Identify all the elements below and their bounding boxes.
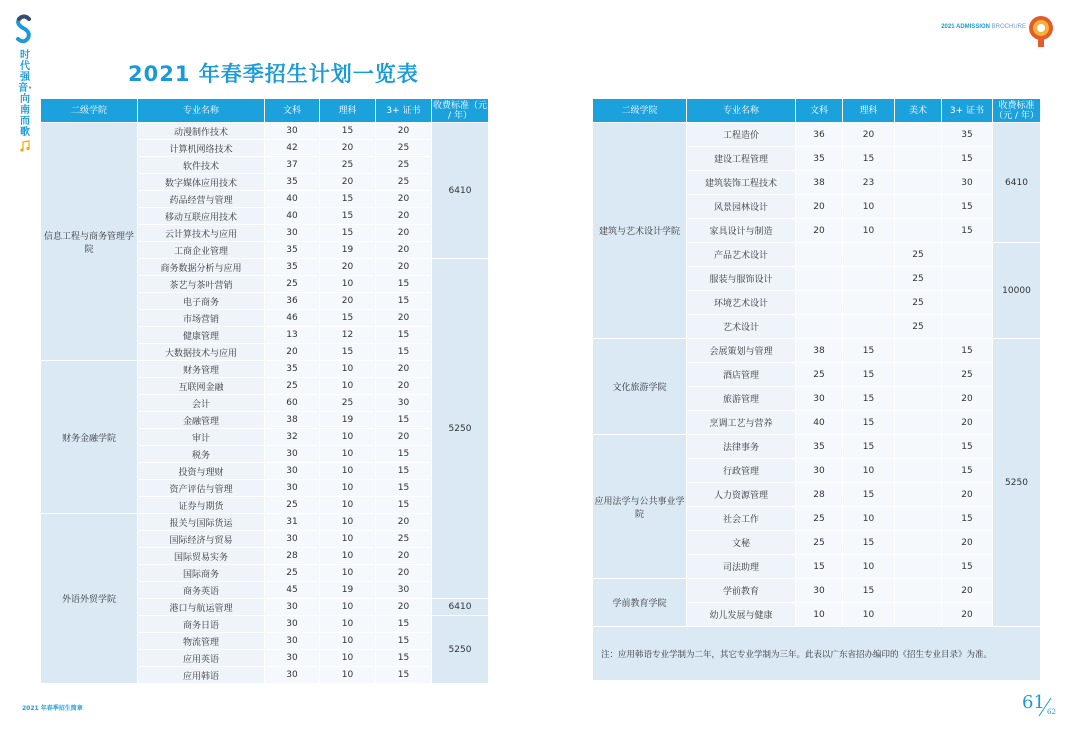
major-cell: 国际商务 <box>138 565 265 582</box>
certificate-cell: 25 <box>376 157 432 174</box>
certificate-cell: 20 <box>376 191 432 208</box>
major-cell: 服装与服饰设计 <box>687 267 796 291</box>
certificate-cell <box>942 243 993 267</box>
brochure-light: BROCHURE <box>991 24 1026 30</box>
fine-arts-cell <box>895 459 942 483</box>
major-cell: 软件技术 <box>138 157 265 174</box>
major-cell: 大数据技术与应用 <box>138 344 265 361</box>
science-cell: 20 <box>320 293 376 310</box>
science-cell <box>843 291 895 315</box>
major-cell: 药品经营与管理 <box>138 191 265 208</box>
major-cell: 人力资源管理 <box>687 483 796 507</box>
major-cell: 商务英语 <box>138 582 265 599</box>
fine-arts-cell: 25 <box>895 267 942 291</box>
arts-cell: 35 <box>265 361 320 378</box>
certificate-cell: 20 <box>376 548 432 565</box>
certificate-cell: 15 <box>942 219 993 243</box>
major-cell: 互联网金融 <box>138 378 265 395</box>
certificate-cell: 15 <box>942 555 993 579</box>
science-cell: 10 <box>843 555 895 579</box>
major-cell: 税务 <box>138 446 265 463</box>
arts-cell: 25 <box>265 497 320 514</box>
major-cell: 移动互联应用技术 <box>138 208 265 225</box>
fine-arts-cell <box>895 219 942 243</box>
certificate-cell: 20 <box>376 310 432 327</box>
fine-arts-cell <box>895 387 942 411</box>
science-cell: 15 <box>320 225 376 242</box>
certificate-cell: 15 <box>942 435 993 459</box>
major-cell: 数字媒体应用技术 <box>138 174 265 191</box>
science-cell: 10 <box>320 429 376 446</box>
major-cell: 社会工作 <box>687 507 796 531</box>
college-cell: 财务金融学院 <box>41 361 138 514</box>
science-cell: 15 <box>843 579 895 603</box>
arts-cell: 20 <box>796 195 843 219</box>
certificate-cell: 20 <box>942 531 993 555</box>
certificate-cell: 15 <box>376 650 432 667</box>
arts-cell: 30 <box>265 480 320 497</box>
certificate-cell: 15 <box>376 616 432 633</box>
science-cell: 15 <box>843 411 895 435</box>
fine-arts-cell <box>895 123 942 147</box>
table-row <box>593 579 1041 603</box>
fee-cell: 6410 <box>432 599 489 616</box>
science-cell: 20 <box>320 174 376 191</box>
emblem-icon <box>1026 14 1056 48</box>
science-cell: 10 <box>320 276 376 293</box>
vertical-slogan: 时代强音·向南而歌 <box>18 50 32 138</box>
science-cell: 25 <box>320 395 376 412</box>
major-cell: 司法助理 <box>687 555 796 579</box>
major-cell: 旅游管理 <box>687 387 796 411</box>
certificate-cell: 15 <box>376 480 432 497</box>
arts-cell: 38 <box>265 412 320 429</box>
left-enrollment-table <box>40 98 489 684</box>
science-cell <box>843 243 895 267</box>
arts-cell: 35 <box>796 435 843 459</box>
fee-cell: 6410 <box>432 123 489 259</box>
certificate-cell: 25 <box>376 140 432 157</box>
header-college: 二级学院 <box>41 99 138 123</box>
major-cell: 证券与期货 <box>138 497 265 514</box>
science-cell: 15 <box>320 344 376 361</box>
arts-cell: 30 <box>265 650 320 667</box>
college-cell: 文化旅游学院 <box>593 339 687 435</box>
certificate-cell: 20 <box>376 565 432 582</box>
certificate-cell: 15 <box>376 276 432 293</box>
college-cell: 信息工程与商务管理学院 <box>41 123 138 361</box>
certificate-cell: 25 <box>376 174 432 191</box>
arts-cell: 28 <box>265 548 320 565</box>
arts-cell: 30 <box>265 616 320 633</box>
arts-cell: 35 <box>265 259 320 276</box>
major-cell: 审计 <box>138 429 265 446</box>
science-cell: 10 <box>843 507 895 531</box>
college-cell: 建筑与艺术设计学院 <box>593 123 687 339</box>
certificate-cell: 15 <box>376 463 432 480</box>
brochure-header <box>941 24 1026 30</box>
arts-cell: 32 <box>265 429 320 446</box>
science-cell: 23 <box>843 171 895 195</box>
major-cell: 行政管理 <box>687 459 796 483</box>
fine-arts-cell <box>895 603 942 627</box>
fine-arts-cell: 25 <box>895 243 942 267</box>
college-cell: 学前教育学院 <box>593 579 687 627</box>
arts-cell: 10 <box>796 603 843 627</box>
science-cell: 10 <box>320 514 376 531</box>
table-row <box>41 361 489 378</box>
certificate-cell: 15 <box>376 327 432 344</box>
major-cell: 动漫制作技术 <box>138 123 265 140</box>
table-row <box>593 435 1041 459</box>
science-cell: 10 <box>320 650 376 667</box>
certificate-cell: 25 <box>942 363 993 387</box>
certificate-cell: 15 <box>376 446 432 463</box>
science-cell: 15 <box>843 483 895 507</box>
major-cell: 环境艺术设计 <box>687 291 796 315</box>
major-cell: 工程造价 <box>687 123 796 147</box>
arts-cell: 35 <box>265 174 320 191</box>
major-cell: 计算机网络技术 <box>138 140 265 157</box>
certificate-cell: 20 <box>942 411 993 435</box>
science-cell: 10 <box>320 599 376 616</box>
major-cell: 国际贸易实务 <box>138 548 265 565</box>
page-number-next: 62 <box>1047 708 1056 716</box>
major-cell: 风景园林设计 <box>687 195 796 219</box>
table-note: 注：应用韩语专业学制为二年，其它专业学制为三年。此表以广东省招办编印的《招生专业目录》为准。 <box>593 627 1041 681</box>
major-cell: 家具设计与制造 <box>687 219 796 243</box>
header-certificate: 3+ 证书 <box>942 99 993 123</box>
fine-arts-cell: 25 <box>895 315 942 339</box>
arts-cell: 30 <box>796 459 843 483</box>
certificate-cell: 15 <box>942 339 993 363</box>
fine-arts-cell: 25 <box>895 291 942 315</box>
science-cell: 10 <box>320 446 376 463</box>
science-cell: 10 <box>320 497 376 514</box>
science-cell: 19 <box>320 582 376 599</box>
table-row <box>41 123 489 140</box>
arts-cell: 35 <box>796 147 843 171</box>
science-cell: 15 <box>320 191 376 208</box>
certificate-cell: 15 <box>942 507 993 531</box>
arts-cell: 35 <box>265 242 320 259</box>
science-cell: 15 <box>843 147 895 171</box>
major-cell: 物流管理 <box>138 633 265 650</box>
note-row <box>593 627 1041 681</box>
arts-cell: 37 <box>265 157 320 174</box>
arts-cell: 25 <box>796 531 843 555</box>
science-cell: 20 <box>320 259 376 276</box>
table-row <box>593 123 1041 147</box>
major-cell: 金融管理 <box>138 412 265 429</box>
table-row <box>593 339 1041 363</box>
header-college: 二级学院 <box>593 99 687 123</box>
arts-cell: 30 <box>265 667 320 684</box>
header-certificate: 3+ 证书 <box>376 99 432 123</box>
header-fine-arts: 美术 <box>895 99 942 123</box>
certificate-cell: 20 <box>942 579 993 603</box>
header-science: 理科 <box>320 99 376 123</box>
certificate-cell: 20 <box>376 123 432 140</box>
science-cell: 15 <box>843 531 895 555</box>
fee-cell: 10000 <box>993 243 1041 339</box>
header-major: 专业名称 <box>138 99 265 123</box>
certificate-cell <box>942 291 993 315</box>
science-cell: 10 <box>320 361 376 378</box>
header-arts: 文科 <box>265 99 320 123</box>
fee-cell: 5250 <box>432 616 489 684</box>
arts-cell: 25 <box>265 565 320 582</box>
table-row <box>41 514 489 531</box>
arts-cell: 30 <box>796 387 843 411</box>
arts-cell: 30 <box>265 599 320 616</box>
page-number: 61 <box>1022 692 1045 713</box>
fine-arts-cell <box>895 483 942 507</box>
arts-cell: 36 <box>265 293 320 310</box>
science-cell: 10 <box>320 616 376 633</box>
arts-cell: 30 <box>265 446 320 463</box>
arts-cell: 30 <box>796 579 843 603</box>
science-cell: 15 <box>843 363 895 387</box>
fine-arts-cell <box>895 555 942 579</box>
major-cell: 工商企业管理 <box>138 242 265 259</box>
science-cell: 15 <box>843 339 895 363</box>
certificate-cell: 25 <box>376 531 432 548</box>
science-cell: 10 <box>843 195 895 219</box>
science-cell: 10 <box>843 459 895 483</box>
fine-arts-cell <box>895 411 942 435</box>
certificate-cell: 20 <box>376 225 432 242</box>
science-cell: 12 <box>320 327 376 344</box>
music-note-icon <box>19 140 31 152</box>
fee-cell: 5250 <box>993 339 1041 627</box>
arts-cell: 40 <box>265 191 320 208</box>
certificate-cell: 15 <box>376 633 432 650</box>
arts-cell: 31 <box>265 514 320 531</box>
science-cell: 10 <box>320 531 376 548</box>
arts-cell: 25 <box>265 378 320 395</box>
science-cell: 10 <box>320 480 376 497</box>
major-cell: 会计 <box>138 395 265 412</box>
science-cell: 15 <box>320 310 376 327</box>
arts-cell: 38 <box>796 339 843 363</box>
arts-cell: 42 <box>265 140 320 157</box>
science-cell: 10 <box>320 633 376 650</box>
science-cell: 10 <box>320 548 376 565</box>
major-cell: 法律事务 <box>687 435 796 459</box>
arts-cell: 20 <box>265 344 320 361</box>
header-fee: 收费标准（元 / 年） <box>994 100 1039 121</box>
major-cell: 资产评估与管理 <box>138 480 265 497</box>
fine-arts-cell <box>895 171 942 195</box>
science-cell: 15 <box>843 387 895 411</box>
major-cell: 电子商务 <box>138 293 265 310</box>
certificate-cell: 15 <box>376 497 432 514</box>
major-cell: 应用英语 <box>138 650 265 667</box>
fine-arts-cell <box>895 531 942 555</box>
header-fee: 收费标准（元 / 年） <box>432 100 487 121</box>
certificate-cell: 20 <box>376 378 432 395</box>
certificate-cell: 20 <box>376 259 432 276</box>
certificate-cell: 20 <box>942 603 993 627</box>
certificate-cell: 15 <box>376 344 432 361</box>
major-cell: 酒店管理 <box>687 363 796 387</box>
science-cell: 10 <box>320 378 376 395</box>
major-cell: 会展策划与管理 <box>687 339 796 363</box>
science-cell: 15 <box>843 435 895 459</box>
major-cell: 建筑装饰工程技术 <box>687 171 796 195</box>
arts-cell: 15 <box>796 555 843 579</box>
science-cell: 15 <box>320 123 376 140</box>
arts-cell: 30 <box>265 633 320 650</box>
arts-cell: 20 <box>796 219 843 243</box>
major-cell: 投资与理财 <box>138 463 265 480</box>
certificate-cell: 20 <box>376 429 432 446</box>
arts-cell: 38 <box>796 171 843 195</box>
certificate-cell: 15 <box>376 293 432 310</box>
arts-cell: 25 <box>796 507 843 531</box>
arts-cell: 36 <box>796 123 843 147</box>
major-cell: 港口与航运管理 <box>138 599 265 616</box>
major-cell: 报关与国际货运 <box>138 514 265 531</box>
science-cell: 25 <box>320 157 376 174</box>
certificate-cell: 20 <box>376 361 432 378</box>
science-cell: 19 <box>320 242 376 259</box>
fine-arts-cell <box>895 339 942 363</box>
major-cell: 建设工程管理 <box>687 147 796 171</box>
major-cell: 云计算技术与应用 <box>138 225 265 242</box>
arts-cell <box>796 267 843 291</box>
major-cell: 商务数据分析与应用 <box>138 259 265 276</box>
science-cell: 10 <box>843 603 895 627</box>
science-cell <box>843 315 895 339</box>
major-cell: 国际经济与贸易 <box>138 531 265 548</box>
major-cell: 应用韩语 <box>138 667 265 684</box>
certificate-cell: 20 <box>376 599 432 616</box>
major-cell: 幼儿发展与健康 <box>687 603 796 627</box>
certificate-cell: 35 <box>942 123 993 147</box>
arts-cell: 46 <box>265 310 320 327</box>
arts-cell: 25 <box>265 276 320 293</box>
arts-cell: 30 <box>265 225 320 242</box>
major-cell: 烹调工艺与营养 <box>687 411 796 435</box>
arts-cell: 25 <box>796 363 843 387</box>
certificate-cell: 30 <box>376 582 432 599</box>
fine-arts-cell <box>895 507 942 531</box>
arts-cell: 45 <box>265 582 320 599</box>
science-cell: 20 <box>843 123 895 147</box>
arts-cell: 40 <box>265 208 320 225</box>
arts-cell <box>796 315 843 339</box>
certificate-cell: 20 <box>942 387 993 411</box>
certificate-cell: 15 <box>942 147 993 171</box>
certificate-cell: 20 <box>942 483 993 507</box>
major-cell: 艺术设计 <box>687 315 796 339</box>
fine-arts-cell <box>895 147 942 171</box>
college-logo-icon <box>14 14 34 44</box>
major-cell: 文秘 <box>687 531 796 555</box>
fine-arts-cell <box>895 363 942 387</box>
footer-title: 2021 年春季招生简章 <box>22 705 83 712</box>
certificate-cell: 15 <box>376 667 432 684</box>
major-cell: 茶艺与茶叶营销 <box>138 276 265 293</box>
certificate-cell: 30 <box>942 171 993 195</box>
science-cell <box>843 267 895 291</box>
header-science: 理科 <box>843 99 895 123</box>
major-cell: 学前教育 <box>687 579 796 603</box>
certificate-cell: 15 <box>376 412 432 429</box>
science-cell: 10 <box>320 565 376 582</box>
science-cell: 10 <box>320 463 376 480</box>
science-cell: 10 <box>843 219 895 243</box>
arts-cell: 30 <box>265 463 320 480</box>
arts-cell: 40 <box>796 411 843 435</box>
certificate-cell <box>942 315 993 339</box>
college-cell: 应用法学与公共事业学院 <box>593 435 687 579</box>
fine-arts-cell <box>895 195 942 219</box>
fee-cell: 5250 <box>432 259 489 599</box>
fine-arts-cell <box>895 579 942 603</box>
certificate-cell: 20 <box>376 208 432 225</box>
header-major: 专业名称 <box>687 99 796 123</box>
certificate-cell: 15 <box>942 459 993 483</box>
arts-cell: 60 <box>265 395 320 412</box>
certificate-cell <box>942 267 993 291</box>
fee-cell: 6410 <box>993 123 1041 243</box>
arts-cell: 28 <box>796 483 843 507</box>
science-cell: 15 <box>320 208 376 225</box>
certificate-cell: 30 <box>376 395 432 412</box>
science-cell: 20 <box>320 140 376 157</box>
arts-cell: 30 <box>265 531 320 548</box>
arts-cell <box>796 243 843 267</box>
major-cell: 财务管理 <box>138 361 265 378</box>
arts-cell: 13 <box>265 327 320 344</box>
fine-arts-cell <box>895 435 942 459</box>
certificate-cell: 20 <box>376 514 432 531</box>
right-enrollment-table <box>592 98 1041 681</box>
certificate-cell: 15 <box>942 195 993 219</box>
brochure-bold: 2021 ADMISSION <box>941 24 990 30</box>
major-cell: 产品艺术设计 <box>687 243 796 267</box>
major-cell: 健康管理 <box>138 327 265 344</box>
science-cell: 10 <box>320 667 376 684</box>
header-arts: 文科 <box>796 99 843 123</box>
certificate-cell: 20 <box>376 242 432 259</box>
science-cell: 19 <box>320 412 376 429</box>
page-title: 2021 年春季招生计划一览表 <box>128 62 419 86</box>
arts-cell: 30 <box>265 123 320 140</box>
major-cell: 商务日语 <box>138 616 265 633</box>
college-cell: 外语外贸学院 <box>41 514 138 684</box>
arts-cell <box>796 291 843 315</box>
major-cell: 市场营销 <box>138 310 265 327</box>
